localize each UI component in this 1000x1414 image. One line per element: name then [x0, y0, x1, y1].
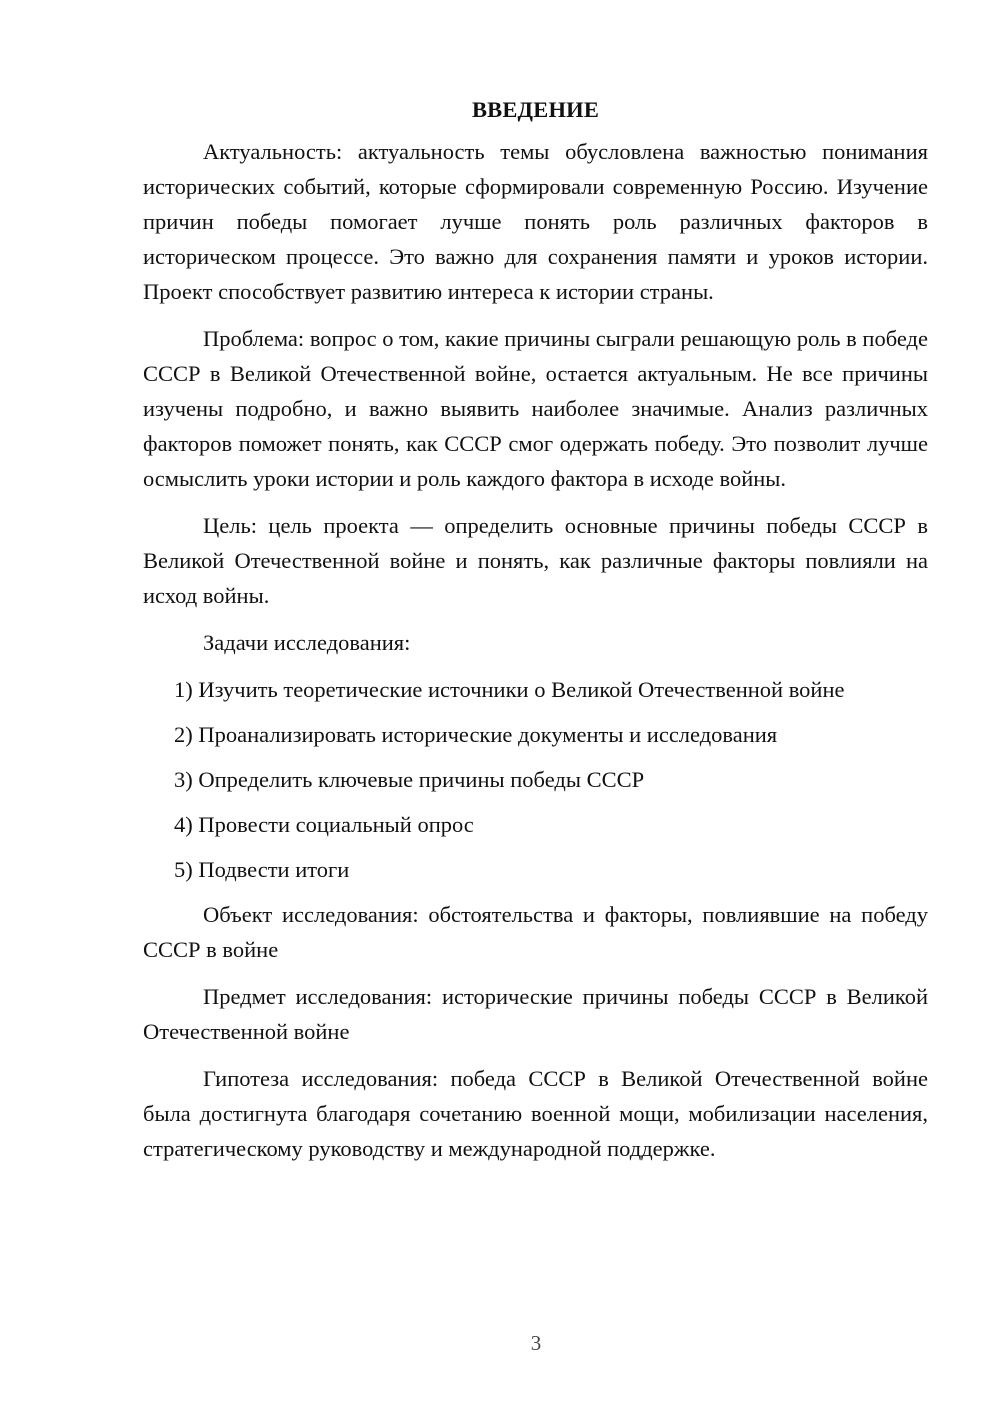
- problem-paragraph: Проблема: вопрос о том, какие причины сыграли решающую роль в победе СССР в Великой Отечественной войне, остается актуальным. Не все причины изучены подробно, и важно выявить наиболее значимые. Анализ различных факторов поможет понять, как СССР смог одержать победу. Это позволит лучше осмыслить уроки истории и роль каждого фактора в исходе войны.: [143, 326, 928, 491]
- section-heading: ВВЕДЕНИЕ: [471, 97, 600, 122]
- document-body: [143, 92, 928, 1178]
- object-paragraph: Объект исследования: обстоятельства и факторы, повлиявшие на победу СССР в войне: [143, 902, 928, 962]
- tasks-list: [143, 672, 928, 887]
- page-number: 3: [530, 1331, 542, 1355]
- task-item: 4) Провести социальный опрос: [174, 812, 474, 837]
- subject-paragraph: Предмет исследования: исторические причины победы СССР в Великой Отечественной войне: [143, 984, 928, 1044]
- task-item: 1) Изучить теоретические источники о Великой Отечественной войне: [174, 677, 845, 702]
- task-item: 5) Подвести итоги: [174, 857, 350, 882]
- relevance-paragraph: Актуальность: актуальность темы обусловлена важностью понимания исторических событий, которые сформировали современную Россию. Изучение причин победы помогает лучше понять роль различных факторов в историческом процессе. Это важно для сохранения памяти и уроков истории. Проект способствует развитию интереса к истории страны.: [143, 139, 928, 304]
- hypothesis-paragraph: Гипотеза исследования: победа СССР в Великой Отечественной войне была достигнута благодаря сочетанию военной мощи, мобилизации населения, стратегическому руководству и международной поддержке.: [143, 1066, 928, 1161]
- task-item: 2) Проанализировать исторические документы и исследования: [174, 722, 778, 747]
- goal-paragraph: Цель: цель проекта — определить основные причины победы СССР в Великой Отечественной войне и понять, как различные факторы повлияли на исход войны.: [143, 513, 928, 608]
- task-item: 3) Определить ключевые причины победы СССР: [174, 767, 645, 792]
- tasks-label: Задачи исследования:: [203, 630, 411, 655]
